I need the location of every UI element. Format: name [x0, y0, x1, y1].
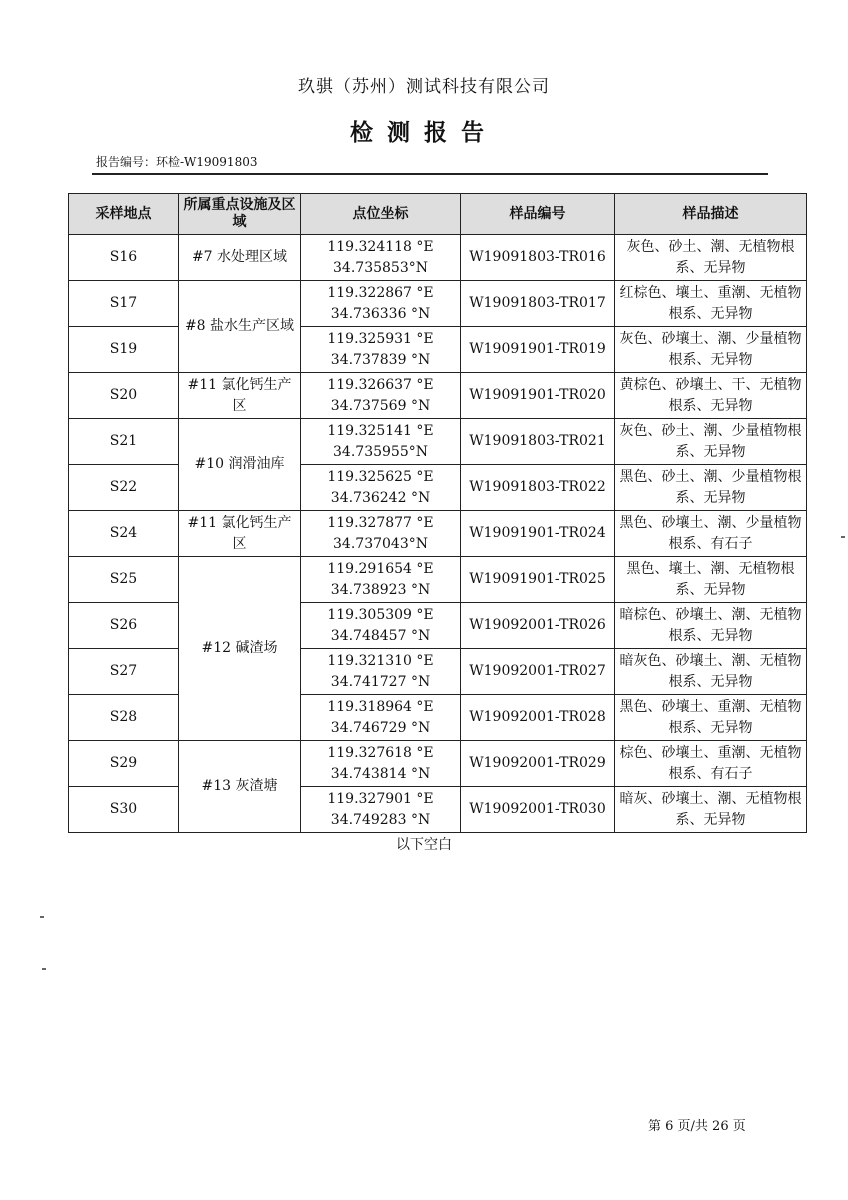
- column-header-area: 所属重点设施及区域: [179, 194, 301, 235]
- longitude: 119.305309 °E: [327, 606, 434, 623]
- coordinate-cell: [301, 649, 461, 695]
- description-cell: 黑色、砂土、潮、少量植物根系、无异物: [615, 465, 807, 511]
- table-row: [69, 373, 807, 419]
- sample-id-cell: W19091901-TR020: [461, 373, 615, 419]
- latitude: 34.738923 °N: [330, 581, 431, 598]
- sample-id-cell: W19091803-TR016: [461, 235, 615, 281]
- sample-id-cell: W19092001-TR028: [461, 695, 615, 741]
- sample-id-cell: W19092001-TR030: [461, 787, 615, 833]
- coordinate-cell: [301, 603, 461, 649]
- description-cell: 黑色、砂壤土、潮、少量植物根系、有石子: [615, 511, 807, 557]
- description-cell: 黄棕色、砂壤土、干、无植物根系、无异物: [615, 373, 807, 419]
- table-row: [69, 511, 807, 557]
- site-cell: S21: [69, 419, 179, 465]
- description-cell: 暗灰色、砂壤土、潮、无植物根系、无异物: [615, 649, 807, 695]
- description-cell: 灰色、砂壤土、潮、少量植物根系、无异物: [615, 327, 807, 373]
- sample-id-cell: W19091901-TR019: [461, 327, 615, 373]
- coordinate-cell: [301, 695, 461, 741]
- longitude: 119.318964 °E: [327, 698, 434, 715]
- area-cell: #13 灰渣塘: [179, 741, 301, 833]
- latitude: 34.748457 °N: [330, 627, 431, 644]
- sample-id-cell: W19092001-TR029: [461, 741, 615, 787]
- latitude: 34.737569 °N: [330, 397, 431, 414]
- sample-id-cell: W19091803-TR017: [461, 281, 615, 327]
- description-cell: 黑色、砂壤土、重潮、无植物根系、无异物: [615, 695, 807, 741]
- area-cell: #8 盐水生产区域: [179, 281, 301, 373]
- sample-table: [68, 193, 807, 833]
- longitude: 119.327901 °E: [327, 790, 434, 807]
- site-cell: S22: [69, 465, 179, 511]
- latitude: 34.749283 °N: [330, 811, 431, 828]
- longitude: 119.327877 °E: [327, 514, 434, 531]
- table-header-row: [69, 194, 807, 235]
- area-cell: #11 氯化钙生产区: [179, 373, 301, 419]
- table-row: [69, 419, 807, 465]
- coordinate-cell: [301, 741, 461, 787]
- header-divider: [92, 173, 768, 175]
- blank-below-note: 以下空白: [396, 837, 452, 853]
- page-number: 第 6 页/共 26 页: [648, 1119, 746, 1134]
- coordinate-cell: [301, 787, 461, 833]
- site-cell: S28: [69, 695, 179, 741]
- sample-id-cell: W19092001-TR027: [461, 649, 615, 695]
- company-name: 玖骐（苏州）测试科技有限公司: [298, 77, 550, 97]
- latitude: 34.735853°N: [333, 259, 428, 276]
- scan-speck: [40, 916, 44, 918]
- sample-id-cell: W19091901-TR025: [461, 557, 615, 603]
- description-cell: 棕色、砂壤土、重潮、无植物根系、有石子: [615, 741, 807, 787]
- coordinate-cell: [301, 465, 461, 511]
- site-cell: S24: [69, 511, 179, 557]
- coordinate-cell: [301, 327, 461, 373]
- table-row: [69, 557, 807, 603]
- longitude: 119.325931 °E: [327, 330, 434, 347]
- coordinate-cell: [301, 419, 461, 465]
- column-header-sample-id: 样品编号: [461, 194, 615, 235]
- description-cell: 暗灰、砂壤土、潮、无植物根系、无异物: [615, 787, 807, 833]
- description-cell: 暗棕色、砂壤土、潮、无植物根系、无异物: [615, 603, 807, 649]
- document-title: 检测报告: [350, 119, 498, 146]
- description-cell: 红棕色、壤土、重潮、无植物根系、无异物: [615, 281, 807, 327]
- sample-id-cell: W19092001-TR026: [461, 603, 615, 649]
- coordinate-cell: [301, 373, 461, 419]
- longitude: 119.325141 °E: [327, 422, 434, 439]
- coordinate-cell: [301, 235, 461, 281]
- scan-speck: [42, 968, 46, 970]
- latitude: 34.737839 °N: [330, 351, 431, 368]
- coordinate-cell: [301, 557, 461, 603]
- sample-id-cell: W19091803-TR022: [461, 465, 615, 511]
- area-cell: #7 水处理区域: [179, 235, 301, 281]
- latitude: 34.735955°N: [333, 443, 428, 460]
- latitude: 34.736336 °N: [330, 305, 431, 322]
- site-cell: S19: [69, 327, 179, 373]
- site-cell: S29: [69, 741, 179, 787]
- description-cell: 黑色、壤土、潮、无植物根系、无异物: [615, 557, 807, 603]
- site-cell: S17: [69, 281, 179, 327]
- column-header-site: 采样地点: [69, 194, 179, 235]
- longitude: 119.324118 °E: [327, 238, 434, 255]
- latitude: 34.746729 °N: [330, 719, 431, 736]
- area-cell: #10 润滑油库: [179, 419, 301, 511]
- sample-id-cell: W19091901-TR024: [461, 511, 615, 557]
- column-header-coordinates: 点位坐标: [301, 194, 461, 235]
- longitude: 119.322867 °E: [327, 284, 434, 301]
- table-row: [69, 281, 807, 327]
- site-cell: S27: [69, 649, 179, 695]
- latitude: 34.737043°N: [333, 535, 428, 552]
- longitude: 119.327618 °E: [327, 744, 434, 761]
- site-cell: S30: [69, 787, 179, 833]
- description-cell: 灰色、砂土、潮、少量植物根系、无异物: [615, 419, 807, 465]
- scan-speck: [841, 536, 845, 538]
- area-cell: #11 氯化钙生产区: [179, 511, 301, 557]
- latitude: 34.741727 °N: [330, 673, 431, 690]
- site-cell: S26: [69, 603, 179, 649]
- sample-id-cell: W19091803-TR021: [461, 419, 615, 465]
- latitude: 34.736242 °N: [330, 489, 431, 506]
- site-cell: S25: [69, 557, 179, 603]
- longitude: 119.321310 °E: [327, 652, 434, 669]
- column-header-description: 样品描述: [615, 194, 807, 235]
- description-cell: 灰色、砂土、潮、无植物根系、无异物: [615, 235, 807, 281]
- table-row: [69, 235, 807, 281]
- site-cell: S16: [69, 235, 179, 281]
- report-number: 报告编号：环检-W19091803: [96, 155, 258, 169]
- coordinate-cell: [301, 281, 461, 327]
- longitude: 119.325625 °E: [327, 468, 434, 485]
- latitude: 34.743814 °N: [330, 765, 431, 782]
- coordinate-cell: [301, 511, 461, 557]
- area-cell: #12 碱渣场: [179, 557, 301, 741]
- longitude: 119.326637 °E: [327, 376, 434, 393]
- table-row: [69, 741, 807, 787]
- longitude: 119.291654 °E: [327, 560, 434, 577]
- site-cell: S20: [69, 373, 179, 419]
